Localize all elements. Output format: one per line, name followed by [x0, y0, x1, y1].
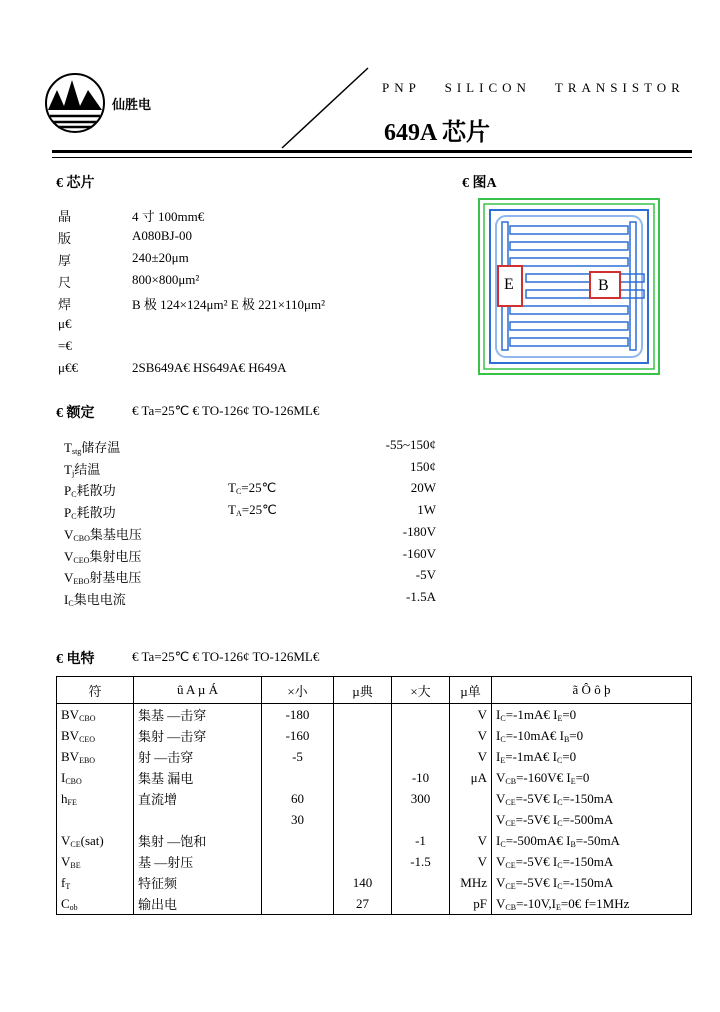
max-rating-symbol: $V_{EBO}$射基电压 — [64, 570, 142, 587]
column-header: û A µ Á — [134, 677, 262, 704]
chip-spec-label: 版 — [58, 231, 72, 246]
cell-unit: V — [450, 851, 492, 872]
column-header: ×大 — [392, 677, 450, 704]
cell-symbol: $BV_{CEO}$ — [57, 725, 134, 746]
cell-condition: $V_{CE}=-5V€$ $I_C=-500mA$ — [492, 809, 692, 830]
cell-unit — [450, 809, 492, 830]
table-row — [57, 767, 692, 788]
table-row — [57, 788, 692, 809]
table-row — [57, 725, 692, 746]
cell-condition: $V_{CB}=-10V,I_E=0€$ f=1MHz — [492, 893, 692, 915]
chip-section-heading: € 芯片 — [56, 176, 95, 191]
cell-typ: 27 — [334, 893, 392, 915]
cell-max: -1.5 — [392, 851, 450, 872]
cell-unit: μA — [450, 767, 492, 788]
cell-typ — [334, 809, 392, 830]
die-image — [478, 198, 660, 375]
column-header: 符 — [57, 677, 134, 704]
table-row — [57, 851, 692, 872]
max-rating-symbol: $T_j$结温 — [64, 461, 101, 478]
cell-symbol — [57, 809, 134, 830]
max-rating-symbol: $P_C$耗散功 — [64, 483, 116, 500]
cell-unit: V — [450, 725, 492, 746]
max-rating-value: 1W — [417, 502, 436, 518]
subtitle: PNP SILICON TRANSISTOR — [382, 80, 685, 95]
elec-section-heading: € 电特 — [56, 652, 95, 667]
max-rating-symbol: $V_{CBO}$集基电压 — [64, 526, 142, 543]
header-slant-line — [280, 66, 370, 150]
max-rating-value: -1.5A — [406, 588, 436, 604]
cell-unit — [450, 788, 492, 809]
max-rating-value: -55~150¢ — [385, 437, 436, 452]
cell-max — [392, 893, 450, 915]
die-base-label: B — [598, 277, 609, 294]
cell-parameter: 输出电 — [134, 893, 262, 915]
cell-condition: $I_C=-1mA€$ $I_E=0$ — [492, 704, 692, 726]
cell-max — [392, 746, 450, 767]
max-rating-value: -160V — [402, 545, 436, 561]
header-rule-thin — [52, 157, 692, 158]
chip-spec-label: =€ — [58, 338, 72, 353]
cell-symbol: $C_{ob}$ — [57, 893, 134, 915]
cell-symbol: $BV_{EBO}$ — [57, 746, 134, 767]
cell-typ — [334, 851, 392, 872]
company-name: 仙胜电 — [112, 97, 152, 112]
cell-parameter: 基 —射压 — [134, 851, 262, 872]
company-logo — [44, 72, 106, 134]
cell-condition: $I_C=-10mA€$ $I_B=0$ — [492, 725, 692, 746]
cell-min — [262, 872, 334, 893]
max-section-heading: € 额定 — [56, 406, 95, 421]
elec-section-conditions: € Ta=25℃ € TO-126¢ TO-126ML€ — [132, 649, 320, 664]
cell-parameter: 射 —击穿 — [134, 746, 262, 767]
table-row — [57, 746, 692, 767]
max-rating-symbol: $V_{CEO}$集射电压 — [64, 548, 142, 565]
chip-spec-value: 2SB649A€ HS649A€ H649A — [132, 360, 287, 375]
cell-min — [262, 851, 334, 872]
cell-parameter — [134, 809, 262, 830]
cell-typ: 140 — [334, 872, 392, 893]
cell-symbol: $h_{FE}$ — [57, 788, 134, 809]
max-section-conditions: € Ta=25℃ € TO-126¢ TO-126ML€ — [132, 403, 320, 418]
chip-spec-value: 800×800μm² — [132, 272, 200, 287]
cell-max: 300 — [392, 788, 450, 809]
cell-max — [392, 725, 450, 746]
chip-spec-label: μ€ — [58, 316, 72, 331]
cell-max — [392, 809, 450, 830]
max-rating-value: -180V — [402, 523, 436, 539]
max-rating-value: 20W — [410, 480, 436, 496]
max-rating-symbol: $I_C$集电电流 — [64, 591, 126, 608]
table-row — [57, 704, 692, 726]
cell-symbol: $f_T$ — [57, 872, 134, 893]
cell-unit: V — [450, 830, 492, 851]
cell-parameter: 集射 —击穿 — [134, 725, 262, 746]
cell-min: -5 — [262, 746, 334, 767]
max-rating-condition: $T_C=25℃$ — [228, 480, 277, 497]
cell-min: 30 — [262, 809, 334, 830]
max-rating-symbol: $P_C$耗散功 — [64, 505, 116, 522]
cell-condition: $V_{CB}=-160V€$ $I_E=0$ — [492, 767, 692, 788]
table-row — [57, 830, 692, 851]
cell-min — [262, 893, 334, 915]
cell-max: -1 — [392, 830, 450, 851]
chip-spec-label: 尺 — [58, 275, 72, 290]
cell-min: -160 — [262, 725, 334, 746]
column-header: ã Ô ô þ — [492, 677, 692, 704]
header-rule-thick — [52, 150, 692, 153]
electrical-characteristics-table — [56, 676, 692, 915]
part-title: 649A 芯片 — [384, 120, 491, 146]
table-header-row — [57, 677, 692, 704]
column-header: µ典 — [334, 677, 392, 704]
mountain-logo-icon — [44, 72, 106, 134]
max-rating-value: -5V — [415, 567, 436, 583]
cell-unit: MHz — [450, 872, 492, 893]
cell-unit: V — [450, 746, 492, 767]
cell-parameter: 集射 —饱和 — [134, 830, 262, 851]
cell-min — [262, 767, 334, 788]
chip-spec-value: A080BJ-00 — [132, 228, 192, 243]
cell-condition: $V_{CE}=-5V€$ $I_C=-150mA$ — [492, 788, 692, 809]
cell-min — [262, 830, 334, 851]
cell-symbol: $V_{BE}$ — [57, 851, 134, 872]
cell-parameter: 特征频 — [134, 872, 262, 893]
cell-parameter: 直流增 — [134, 788, 262, 809]
cell-min: -180 — [262, 704, 334, 726]
max-rating-value: 150¢ — [410, 458, 436, 474]
cell-condition: $I_E=-1mA€$ $I_C=0$ — [492, 746, 692, 767]
cell-unit: pF — [450, 893, 492, 915]
cell-typ — [334, 767, 392, 788]
chip-spec-label: μ€€ — [58, 360, 78, 375]
max-rating-condition: $T_A=25℃$ — [228, 502, 277, 519]
chip-spec-label: 厚 — [58, 253, 72, 268]
chip-spec-label: 焊 — [58, 297, 72, 312]
cell-typ — [334, 746, 392, 767]
cell-typ — [334, 725, 392, 746]
table-row — [57, 809, 692, 830]
cell-condition: $I_C=-500mA€$ $I_B=-50mA$ — [492, 830, 692, 851]
cell-symbol: $V_{CE}(sat)$ — [57, 830, 134, 851]
cell-symbol: $BV_{CBO}$ — [57, 704, 134, 726]
cell-min: 60 — [262, 788, 334, 809]
cell-condition: $V_{CE}=-5V€$ $I_C=-150mA$ — [492, 872, 692, 893]
chip-spec-label: 晶 — [58, 209, 72, 224]
cell-typ — [334, 830, 392, 851]
cell-parameter: 集基 漏电 — [134, 767, 262, 788]
cell-max: -10 — [392, 767, 450, 788]
cell-max — [392, 872, 450, 893]
cell-max — [392, 704, 450, 726]
die-emitter-label: E — [504, 276, 514, 293]
cell-parameter: 集基 —击穿 — [134, 704, 262, 726]
table-row — [57, 893, 692, 915]
max-rating-symbol: $T_{stg}$储存温 — [64, 440, 121, 456]
cell-symbol: $I_{CBO}$ — [57, 767, 134, 788]
cell-typ — [334, 704, 392, 726]
die-image-heading: € 图A — [462, 176, 497, 191]
column-header: µ单 — [450, 677, 492, 704]
cell-unit: V — [450, 704, 492, 726]
chip-spec-value: B 极 124×124μm² E 极 221×110μm² — [132, 297, 326, 312]
chip-spec-value: 4 寸 100mm€ — [132, 209, 205, 224]
table-row — [57, 872, 692, 893]
chip-spec-value: 240±20μm — [132, 250, 189, 265]
cell-condition: $V_{CE}=-5V€$ $I_C=-150mA$ — [492, 851, 692, 872]
cell-typ — [334, 788, 392, 809]
column-header: ×小 — [262, 677, 334, 704]
